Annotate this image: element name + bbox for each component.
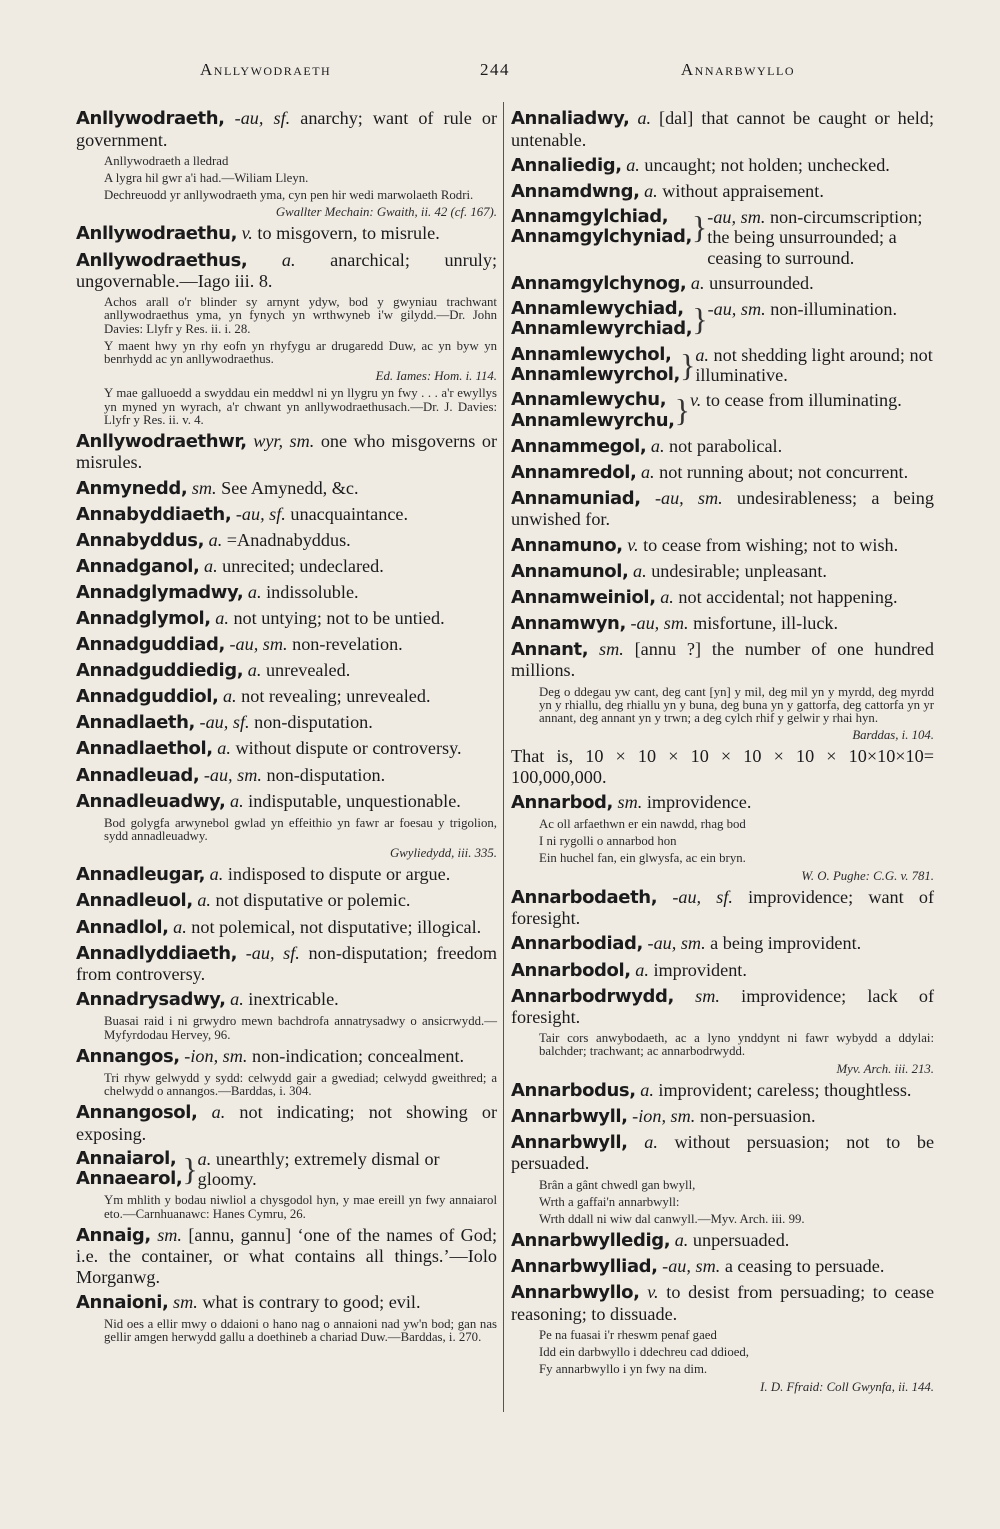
definition: not parabolical. [669,435,783,456]
grammar-label: sm. [599,638,624,659]
dictionary-entry [76,712,497,734]
definition: without persuasion; not to be persuaded. [511,1131,935,1174]
brace-mark: } [679,346,696,383]
grammar-label: a. [635,959,649,980]
definition: See Amynedd, &c. [221,477,359,498]
definition: improvidence. [646,791,752,812]
left-column [76,108,497,1348]
example-quotation: Brân a gânt chwedl gan bwyll, [539,1177,696,1192]
grammar-label: v. [689,390,702,411]
dictionary-entry [511,986,934,1028]
example-quotation: Anllywodraeth a lledrad [104,153,229,168]
headword: Annadguddiad, [76,634,225,656]
definition: indissoluble. [266,581,359,602]
grammar-label: a. [247,660,262,681]
grammar-label: -au, sf. [234,108,291,128]
dictionary-entry [76,686,497,708]
grammar-label: a. [690,272,705,293]
definition: [dal] that cannot be caught or held; untenable. [511,108,934,150]
headword: Annaig, [76,1224,151,1246]
definition: improvidence; want of foresight. [511,886,935,929]
definition: non-indication; concealment. [251,1045,465,1066]
dictionary-entry [511,1282,934,1324]
dictionary-entry [76,917,497,939]
example-quotation: Ein huchel fan, ein glwysfa, ac ein bryn. [539,851,746,866]
brace-mark: } [692,300,708,337]
grammar-label: -au, sf. [199,712,250,733]
dictionary-entry [511,587,934,609]
example-quotation: Y maent hwy yn rhy eofn yn rhyfygu ar drugaredd Duw, ac yn byw yn benrhydd ac yn anllywodraethus. [104,338,497,366]
example-quotation: Deg o ddegau yw cant, deg cant [yn] y mil, deg mil yn y myrdd, deg myrdd yn y rhiallu, deg rhiallu yn y buna, deg buna yn y gattorfa, deg cattorfa yn yr annant, deg annant yn y trwn; a deg cylch rhif y gelwir y rhai hyn. [539,684,934,725]
definition: to cease from wishing; not to wish. [643,534,899,555]
definition: what is contrary to good; evil. [202,1291,421,1312]
headword: Annadlol, [76,916,169,938]
dictionary-entry [511,155,934,177]
definition [708,299,934,340]
definition: a being improvident. [710,933,862,954]
headword: Annangos, [76,1045,180,1067]
headword: Annamlewyrchol, [511,364,680,386]
dictionary-entry [511,108,934,150]
headword: Annamuno, [511,534,623,556]
headword: Annarbwylledig, [511,1230,671,1252]
dictionary-entry [511,613,934,635]
headword: Annamgylchynog, [511,272,687,294]
example-quotation: Ym mhlith y bodau niwliol a chysgodol hyn, y mae ereill yn fwy annaiarol eto.—Carnhuanawc: Hanes Cymru, 26. [104,1193,497,1221]
definition: one who misgoverns or misrules. [76,430,498,473]
dictionary-entry [76,791,497,813]
grammar-label: v. [647,1282,659,1303]
grammar-label: a. [633,560,647,581]
grammar-label: -ion, sm. [184,1045,248,1066]
headword: Annamlewychol, [511,343,672,365]
dictionary-entry [76,864,497,886]
definition-text: not shedding light around; not illuminative. [695,344,933,386]
definition: unpersuaded. [692,1230,790,1251]
headword: Annangosol, [76,1102,198,1124]
dictionary-entry [511,960,934,982]
citation-source: Myv. Arch. iii. 213. [836,1061,934,1076]
headword: Annamlewychiad, [511,297,684,319]
definition [690,390,934,431]
headword: Annamlewyrchiad, [511,318,693,340]
headword: Annamlewychu, [511,389,667,411]
headword: Annamwyn, [511,612,626,634]
headword: Anllywodraeth, [76,108,225,129]
definition: without dispute or controversy. [235,738,462,759]
grammar-label: a. [222,686,237,707]
dictionary-entry [511,535,934,557]
headword: Annarbwyll, [511,1105,628,1127]
headword: Annaliedig, [511,154,622,176]
example-quotation: Y mae galluoedd a swyddau ein meddwl ni yn llygru yn fwy . . . a'r ewyllys yn myned yn wyrach, a'r chwant yn anllywodraethusach.—Dr. J. Davies: Llyfr y Res. ii. v. 4. [104,386,497,427]
grammar-label: a. [644,180,658,201]
example-quotation: Ac oll arfaethwn er ein nawdd, rhag bod [539,817,746,831]
definition: undesirableness; a being unwished for. [511,487,934,530]
grammar-label: -au, sm. [229,634,288,655]
headword: Annamunol, [511,560,629,582]
brace-mark: } [691,208,708,245]
headword: Annamgylchyniad, [511,226,692,248]
definition-text: to cease from illuminating. [705,390,902,411]
definition: a ceasing to persuade. [724,1256,885,1277]
definition: anarchy; want of rule or government. [76,108,498,150]
headword: Annamweiniol, [511,586,656,608]
headword: Annadlyddiaeth, [76,942,238,964]
right-column [511,108,934,1398]
grammar-label: -au, sm. [654,487,723,508]
headword: Annarbwylliad, [511,1256,658,1278]
headword: Annamgylchiad, [511,205,669,227]
grammar-label: a. [281,249,296,270]
grammar-label: sm. [157,1224,182,1245]
headword: Annarbodiad, [511,933,643,955]
headword: Annaiarol, [76,1147,177,1169]
definition: not disputative or polemic. [215,890,411,911]
headword: Annaearol, [76,1168,183,1190]
headword: Annabyddiaeth, [76,503,232,525]
definition: anarchical; unruly; ungovernable.—Iago iii. 8. [76,249,498,291]
grammar-label: a. [640,1079,654,1100]
running-header [75,60,935,84]
headword: Annadleuad, [76,764,200,786]
grammar-label: a. [230,989,244,1010]
dictionary-entry [511,1080,934,1102]
definition: not indicating; not showing or exposing. [76,1102,497,1144]
brace-mark: } [182,1150,198,1187]
paired-headwords [511,390,675,431]
grammar-label: -au, sf. [672,886,733,907]
example-quotation: Tri rhyw gelwydd y sydd: celwydd gair a gwediad; celwydd gweithred; a chelwydd o annangos.—Barddas, i. 304. [104,1070,497,1099]
definition: [annu ?] the number of one hundred millions. [511,638,934,681]
headword: Annamredol, [511,461,637,483]
example-quotation: A lygra hil gwr a'i had.—Wiliam Lleyn. [104,170,309,185]
paired-headwords [76,1149,182,1190]
citation-source: Gwallter Mechain: Gwaith, ii. 42 (cf. 167). [275,205,497,220]
definition [198,1149,497,1190]
grammar-label: a. [247,581,262,602]
grammar-label: a. [229,790,244,811]
headword: Annarbodol, [511,959,631,981]
dictionary-entry [76,765,497,787]
definition: not running about; not concurrent. [659,461,909,482]
headword: Annadguddiedig, [76,660,244,682]
headword: Annadglymol, [76,607,211,629]
example-quotation: Tair cors anwybodaeth, ac a lyno ynddynt ni fawr wybydd a ddylai: balchder; trachwant; ac annarbodrwydd. [539,1031,934,1059]
grammar-label: a. [209,864,224,885]
definition: unsurrounded. [709,272,814,293]
definition [695,345,934,386]
headword: Annadguddiol, [76,686,219,708]
dictionary-entry [511,488,934,530]
headword: Annadrysadwy, [76,989,226,1011]
citation-source: Ed. Iames: Hom. i. 114. [375,369,497,384]
definition-text: non-circumscription; the being unsurrounded; a ceasing to surround. [707,206,923,268]
grammar-label: -ion, sm. [632,1105,696,1126]
definition: inextricable. [248,989,339,1010]
dictionary-entry [76,1102,497,1144]
dictionary-entry [76,1046,497,1068]
dictionary-entry [511,887,934,929]
headword: Annarbwyll, [511,1131,628,1153]
headword: Annadleuol, [76,890,193,912]
paired-headwords [511,299,692,340]
example-quotation: Buasai raid i ni grwydro mewn bachdrofa annatrysadwy o ansicrwydd.—Myfyrdodau Hervey, 96. [104,1014,497,1042]
headword: Annamuniad, [511,487,641,509]
headword: Annarbodaeth, [511,886,658,908]
headword: Anllywodraethwr, [76,430,247,452]
example-quotation: Nid oes a ellir mwy o ddaioni o hano nag o annaioni nad yw'n bod; gan nas gellir amgen herwydd gallu a doethineb a chariad Duw.—Barddas, i. 270. [104,1317,497,1345]
definition: not polemical, not disputative; illogical. [191,916,482,937]
example-quotation: I ni rygolli o annarbod hon [539,834,677,849]
dictionary-entry [76,223,497,245]
dictionary-entry [76,1292,497,1314]
grammar-label: a. [197,890,211,911]
dictionary-entry [76,250,497,292]
dictionary-entry [511,181,934,203]
citation-source: I. D. Ffraid: Coll Gwynfa, ii. 144. [760,1379,934,1394]
grammar-label: wyr, sm. [253,430,315,451]
grammar-label: a. [637,108,652,128]
grammar-label: a. [203,555,218,576]
grammar-label: a. [173,916,187,937]
page-number: 244 [480,60,510,79]
example-quotation: Achos arall o'r blinder sy arnynt ydyw, bod y gwyniau trachwant anllywodraethus yma, yn fynych yn wrthwyneb i'w gilydd.—Dr. John Davies: Llyfr y Res. ii. i. 28. [104,295,497,336]
dictionary-entry [511,1230,934,1252]
headword: Annamlewyrchu, [511,409,675,431]
definition: undesirable; unpleasant. [651,560,827,581]
paired-entry [511,345,934,386]
definition: uncaught; not holden; unchecked. [644,154,890,175]
grammar-label: sm. [617,791,643,812]
definition: to misgovern, to misrule. [257,223,440,244]
definition: =Anadnabyddus. [226,529,351,550]
grammar-label: a. [640,461,655,482]
grammar-label: sm. [191,477,217,498]
example-quotation: Bod golygfa arwynebol gwlad yn effeithio yn fawr ar foesau y trigolion, sydd annadleuadwy. [104,815,497,843]
headword: Annarbod, [511,791,613,813]
example-quotation: Dechreuodd yr anllywodraeth yma, cyn pen hir wedi marwolaeth Rodri. [104,188,474,202]
dictionary-entry [511,1106,934,1128]
dictionary-entry [511,1132,934,1174]
dictionary-entry [76,634,497,656]
grammar-label: v. [241,223,253,244]
headword: Annadleugar, [76,864,206,886]
grammar-label: -au, sm. [707,206,766,227]
definition: non-persuasion. [699,1105,816,1126]
dictionary-entry [76,556,497,578]
dictionary-entry [76,1225,497,1288]
definition-text: non-illumination. [770,298,898,319]
headword: Annaliadwy, [511,108,630,129]
grammar-label: a. [660,586,674,607]
dictionary-entry [76,582,497,604]
grammar-label: a. [674,1230,689,1251]
definition: indisputable, unquestionable. [248,790,461,811]
example-quotation: Wrth a gaffai'n annarbwyll: [539,1194,680,1209]
example-quotation: Fy annarbwyllo i yn fwy na dim. [539,1362,708,1377]
grammar-label: -au, sm. [707,298,766,319]
citation-source: Gwyliedydd, iii. 335. [390,846,497,861]
headword: Annammegol, [511,435,647,457]
headword: Annamdwng, [511,180,640,202]
example-quotation: Wrth ddall ni wiw dal canwyll.—Myv. Arch. iii. 99. [539,1211,805,1226]
dictionary-entry [511,746,934,787]
headword: Annarbwyllo, [511,1282,640,1304]
grammar-label: -au, sf. [245,942,300,963]
example-quotation: Idd ein darbwyllo i ddechreu cad ddioed, [539,1345,750,1360]
definition: unacquaintance. [290,503,409,524]
dictionary-entry [76,738,497,760]
header-right-guide-word: Annarbwyllo [680,60,795,79]
paired-entry [76,1149,497,1190]
definition: non-disputation. [254,712,373,733]
grammar-label: a. [208,529,223,550]
headword: Annabyddus, [76,529,205,551]
definition-text: unearthly; extremely dismal or gloomy. [197,1148,440,1190]
column-divider [503,102,504,1412]
definition: non-revelation. [292,634,403,655]
paired-entry [511,299,934,340]
headword: Anllywodraethu, [76,223,238,245]
grammar-label: -au, sm. [647,933,706,954]
dictionary-entry [511,273,934,295]
dictionary-entry [76,890,497,912]
definition: to desist from persuading; to cease reasoning; to dissuade. [511,1282,935,1324]
headword: Annarbodus, [511,1079,636,1101]
dictionary-entry [76,108,497,150]
dictionary-entry [511,792,934,814]
dictionary-entry [76,504,497,526]
grammar-label: -au, sm. [630,612,689,633]
headword: Annadlaethol, [76,738,213,760]
grammar-label: -au, sf. [235,503,286,524]
paired-entry [511,207,934,269]
dictionary-entry [76,608,497,630]
dictionary-entry [76,660,497,682]
headword: Anmynedd, [76,477,188,499]
dictionary-entry [76,530,497,552]
paired-entry [511,390,934,431]
grammar-label: sm. [173,1291,198,1312]
dictionary-entry [76,478,497,500]
definition: not revealing; unrevealed. [241,686,431,707]
dictionary-entry [511,1256,934,1278]
paired-headwords [511,207,692,269]
definition: misfortune, ill-luck. [693,612,839,633]
definition: not untying; not to be untied. [233,607,445,628]
definition: [annu, gannu] ‘one of the names of God; i.e. the container, or what contains all things.’—Iolo Morganwg. [76,1224,498,1287]
definition: improvidence; lack of foresight. [511,985,935,1028]
grammar-label: a. [215,607,229,628]
grammar-label: a. [197,1148,212,1169]
header-left-guide-word: Anllywodraeth [200,60,332,79]
definition: improvident. [653,959,747,980]
grammar-label: a. [217,738,231,759]
headword: Annadleuadwy, [76,790,226,812]
dictionary-entry [511,462,934,484]
grammar-label: v. [627,534,639,555]
example-quotation: Pe na fuasai i'r rheswm penaf gaed [539,1327,717,1342]
definition: improvident; careless; thoughtless. [658,1079,912,1100]
definition: indisposed to dispute or argue. [227,864,451,885]
grammar-label: sm. [695,985,720,1006]
citation-source: W. O. Pughe: C.G. v. 781. [801,868,934,883]
headword: Annaioni, [76,1291,169,1313]
grammar-label: -au, sm. [203,764,262,785]
definition: without appraisement. [662,180,824,201]
headword: Annarbodrwydd, [511,985,674,1007]
headword: Anllywodraethus, [76,249,248,271]
definition: non-disputation. [266,764,386,785]
dictionary-entry [511,933,934,955]
headword: Annant, [511,638,589,660]
dictionary-entry [76,989,497,1011]
headword: Annadganol, [76,555,200,577]
definition: not accidental; not happening. [678,586,898,607]
grammar-label: -au, sm. [662,1256,721,1277]
grammar-label: a. [650,435,665,456]
paired-headwords [511,345,680,386]
grammar-label: a. [695,344,709,365]
grammar-label: a. [626,154,640,175]
dictionary-entry [511,561,934,583]
citation-source: Barddas, i. 104. [852,728,934,743]
dictionary-entry [511,639,934,681]
headword: Annadglymadwy, [76,581,244,603]
headword: Annadlaeth, [76,712,195,734]
brace-mark: } [674,392,690,429]
grammar-label: a. [644,1131,658,1152]
definition [707,207,934,269]
definition: That is, 10 × 10 × 10 × 10 × 10 × 10×10×10= 100,000,000. [511,746,934,787]
dictionary-entry [76,943,497,985]
grammar-label: a. [211,1102,226,1123]
definition: non-disputation; freedom from controversy. [76,942,498,985]
dictionary-entry [76,431,497,473]
dictionary-entry [511,436,934,458]
definition: unrecited; undeclared. [222,555,384,576]
definition: unrevealed. [265,660,351,681]
